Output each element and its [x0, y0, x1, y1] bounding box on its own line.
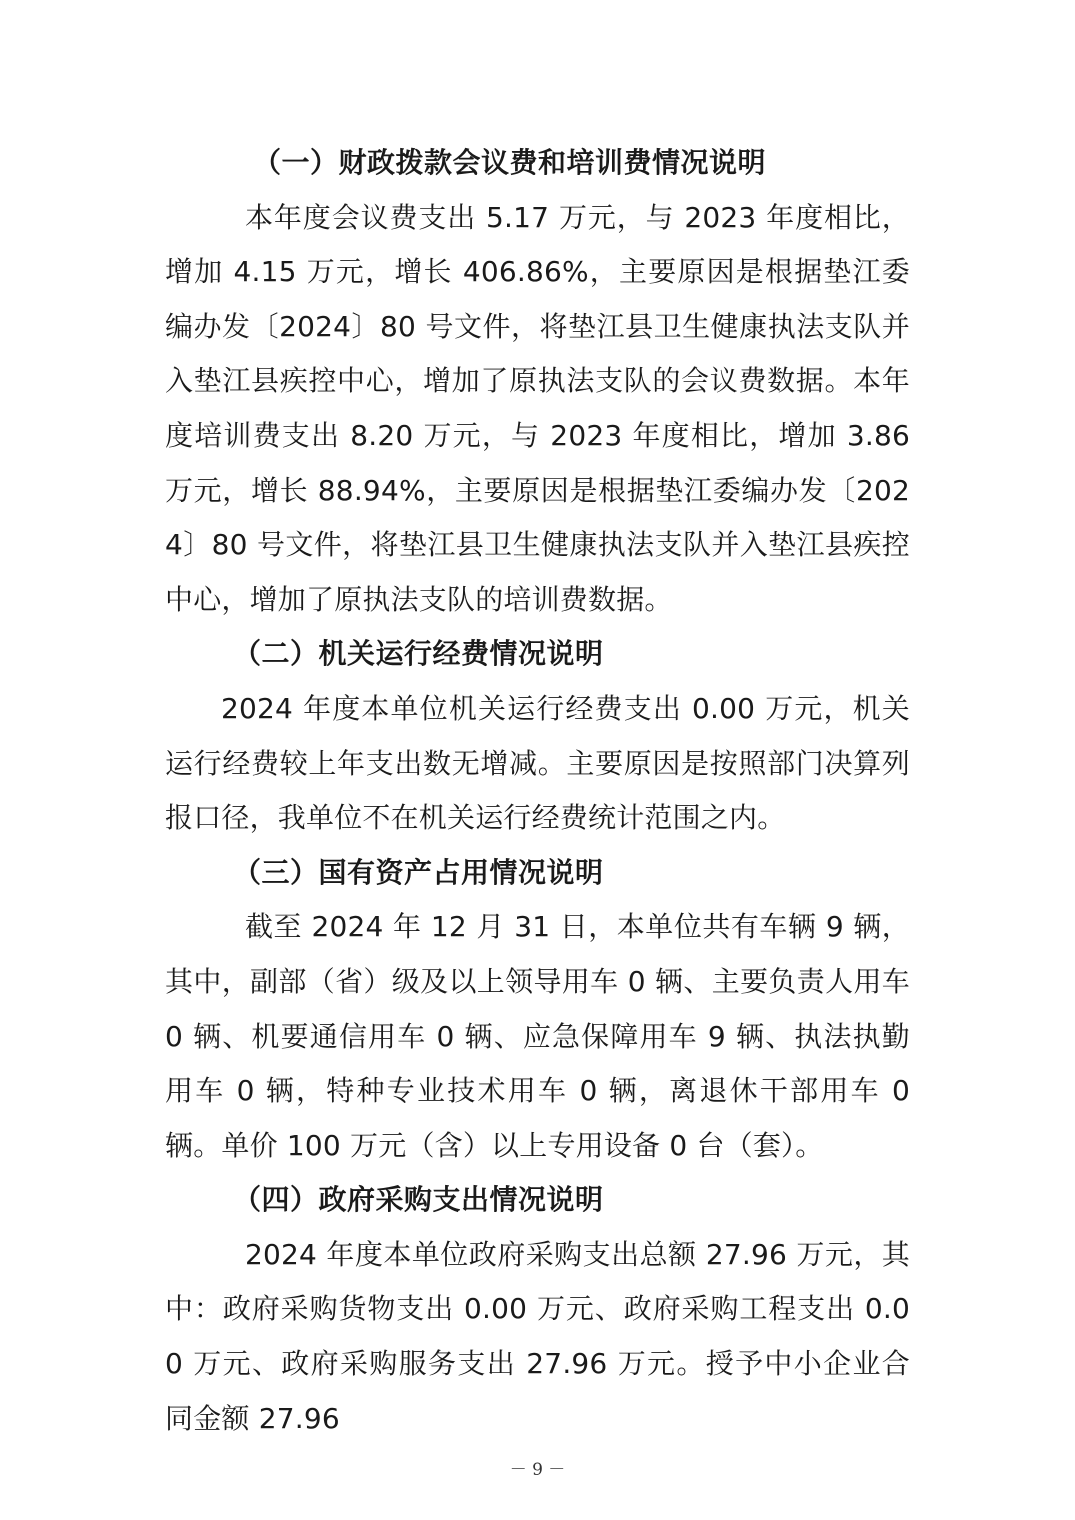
section-heading-2: （二）机关运行经费情况说明 [233, 637, 604, 671]
section-paragraph-2: 2024 年度本单位机关运行经费支出 0.00 万元，机关运行经费较上年支出数无增减。主要原因是按照部门决算列报口径，我单位不在机关运行经费统计范围之内。 [165, 691, 910, 835]
section-heading-4: （四）政府采购支出情况说明 [233, 1183, 604, 1217]
document-body [165, 136, 910, 1446]
section-heading-3: （三）国有资产占用情况说明 [233, 855, 604, 889]
page-number: － 9 － [509, 1460, 566, 1480]
section-paragraph-4: 2024 年度本单位政府采购支出总额 27.96 万元，其中：政府采购货物支出 0.00 万元、政府采购工程支出 0.00 万元、政府采购服务支出 27.96 万元。授予中小企业合同金额 27.96 [165, 1237, 910, 1435]
section-paragraph-3: 截至 2024 年 12 月 31 日，本单位共有车辆 9 辆，其中，副部（省）级及以上领导用车 0 辆、主要负责人用车 0 辆、机要通信用车 0 辆、应急保障用车 9 辆、执法执勤用车 0 辆，特种专业技术用车 0 辆，离退休干部用车 0 辆。单价 100 万元（含）以上专用设备 0 台（套）。 [165, 910, 910, 1162]
section-paragraph-1: 本年度会议费支出 5.17 万元，与 2023 年度相比，增加 4.15 万元，增长 406.86%，主要原因是根据垫江委编办发〔2024〕80 号文件，将垫江县卫生健康执法支队并入垫江县疾控中心，增加了原执法支队的会议费数据。本年度培训费支出 8.20 万元，与 2023 年度相比，增加 3.86 万元，增长 88.94%，主要原因是根据垫江委编办发〔2024〕80 号文件，将垫江县卫生健康执法支队并入垫江县疾控中心，增加了原执法支队的培训费数据。 [165, 200, 910, 616]
section-heading-1: （一）财政拨款会议费和培训费情况说明 [253, 146, 767, 179]
